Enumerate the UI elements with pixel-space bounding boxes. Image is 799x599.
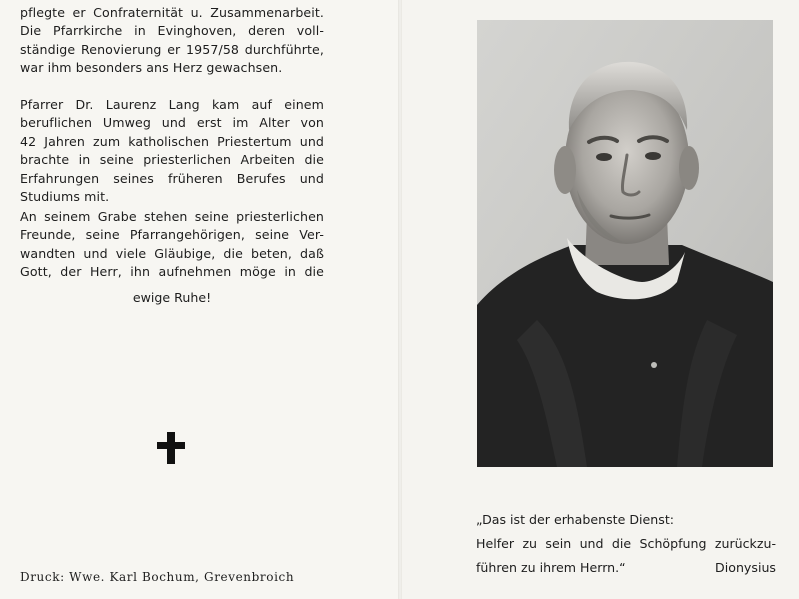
- text-line: Die Pfarrkirche in Evinghoven, deren voll-: [20, 23, 324, 39]
- quote-block: [476, 508, 776, 580]
- cross-icon: [157, 432, 185, 464]
- closing-phrase: ewige Ruhe!: [132, 290, 212, 305]
- text-line: beruflichen Umweg und erst im Alter von: [20, 115, 324, 131]
- quote-line: [476, 556, 776, 580]
- quote-line: „Das ist der erhabenste Dienst:: [476, 512, 675, 527]
- text-line: Gott, der Herr, ihn aufnehmen möge in die: [20, 264, 324, 280]
- portrait-photo: [477, 20, 773, 467]
- text-line: Erfahrungen seines früheren Berufes und: [20, 170, 324, 186]
- text-line: pflegte er Confraternität u. Zusammenarbeit.: [20, 5, 324, 20]
- paragraph-biography: [20, 96, 324, 206]
- quote-line: Helfer zu sein und die Schöpfung zurückzu-: [476, 536, 776, 551]
- text-line: 42 Jahren zum katholischen Priestertum und: [20, 133, 324, 149]
- text-line: brachte in seine priesterlichen Arbeiten die: [20, 152, 324, 168]
- paragraph-confraternity: [20, 4, 324, 78]
- text-line: An seinem Grabe stehen seine priesterlichen: [20, 209, 324, 224]
- text-line: Freunde, seine Pfarrangehörigen, seine Ver-: [20, 227, 324, 243]
- quote-attribution: Dionysius: [715, 560, 776, 575]
- text-line: ständige Renovierung er 1957/58 durchführte,: [20, 41, 324, 57]
- text-line: Pfarrer Dr. Laurenz Lang kam auf einem: [20, 97, 324, 112]
- printer-imprint: Druck: Wwe. Karl Bochum, Grevenbroich: [20, 570, 295, 584]
- text-line: Studiums mit.: [20, 189, 110, 205]
- left-page: [0, 0, 398, 599]
- paragraph-grave: [20, 208, 324, 282]
- quote-line-text: führen zu ihrem Herrn.“: [476, 560, 626, 575]
- text-line: wandten und viele Gläubige, die beten, daß: [20, 245, 324, 261]
- text-line: war ihm besonders ans Herz gewachsen.: [20, 60, 283, 76]
